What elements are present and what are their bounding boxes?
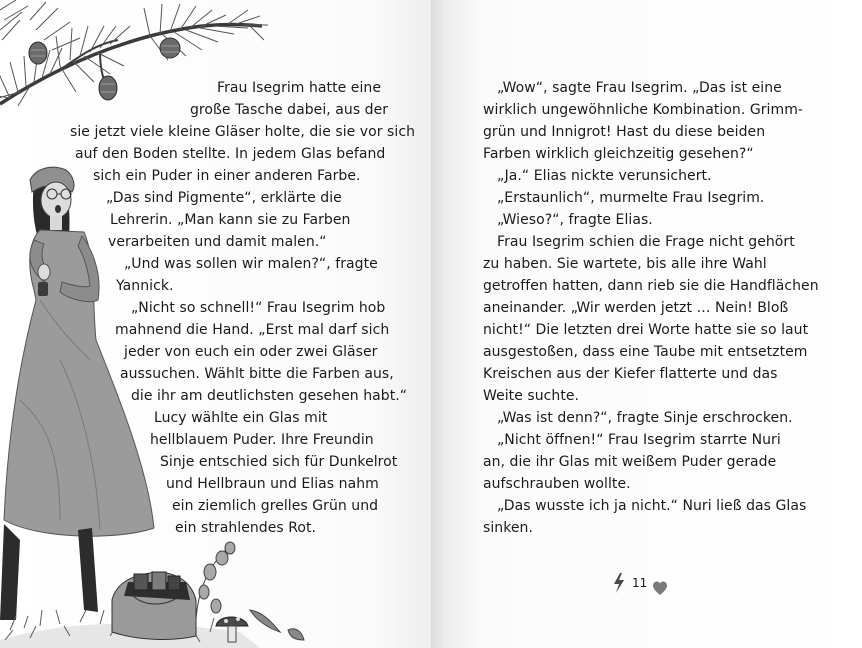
text-line: Kreischen aus der Kiefer flatterte und das <box>483 366 778 382</box>
text-line: sinken. <box>483 520 533 536</box>
text-line: große Tasche dabei, aus der <box>190 102 389 118</box>
text-line: aneinander. „Wir werden jetzt … Nein! Bloß <box>483 300 789 316</box>
page-number: 11 <box>632 576 648 590</box>
text-line: jeder von euch ein oder zwei Gläser <box>124 344 378 360</box>
text-line: aussuchen. Wählt bitte die Farben aus, <box>120 366 394 382</box>
text-line: „Nicht öffnen!“ Frau Isegrim starrte Nuri <box>497 432 781 448</box>
text-line: „Wow“, sagte Frau Isegrim. „Das ist eine <box>497 80 782 96</box>
text-line: die ihr am deutlichsten gesehen habt.“ <box>131 388 408 404</box>
text-line: aufschrauben wollte. <box>483 476 631 492</box>
text-line: ein strahlendes Rot. <box>175 520 317 536</box>
text-line: ein ziemlich grelles Grün und <box>172 498 379 514</box>
text-line: „Ja.“ Elias nickte verunsichert. <box>497 168 712 184</box>
text-line: hellblauem Puder. Ihre Freundin <box>150 432 374 448</box>
text-line: Lehrerin. „Man kann sie zu Farben <box>110 212 351 228</box>
text-line: „Nicht so schnell!“ Frau Isegrim hob <box>131 300 386 316</box>
page-number-footer <box>612 572 672 600</box>
text-line: nicht!“ Die letzten drei Worte hatte sie so laut <box>483 322 809 338</box>
text-line: „Wieso?“, fragte Elias. <box>497 212 653 228</box>
text-line: Weite suchte. <box>483 388 580 404</box>
text-line: „Erstaunlich“, murmelte Frau Isegrim. <box>497 190 765 206</box>
text-line: getroffen hatten, dann rieb sie die Handflächen <box>483 278 819 294</box>
text-line: Sinje entschied sich für Dunkelrot <box>160 454 398 470</box>
right-page <box>431 0 862 648</box>
text-line: wirklich ungewöhnliche Kombination. Grimm- <box>483 102 803 118</box>
text-line: „Was ist denn?“, fragte Sinje erschrocken. <box>497 410 793 426</box>
text-line: verarbeiten und damit malen.“ <box>108 234 327 250</box>
text-line: Farben wirklich gleichzeitig gesehen?“ <box>483 146 754 162</box>
text-line: Frau Isegrim schien die Frage nicht gehört <box>497 234 795 250</box>
text-line: sie jetzt viele kleine Gläser holte, die sie vor sich <box>70 124 416 140</box>
text-line: zu haben. Sie wartete, bis alle ihre Wahl <box>483 256 767 272</box>
text-line: ausgestoßen, dass eine Taube mit entsetztem <box>483 344 808 360</box>
text-line: grün und Innigrot! Hast du diese beiden <box>483 124 766 140</box>
text-line: auf den Boden stellte. In jedem Glas befand <box>75 146 386 162</box>
text-line: an, die ihr Glas mit weißem Puder gerade <box>483 454 777 470</box>
text-line: „Das sind Pigmente“, erklärte die <box>106 190 342 206</box>
text-line: Lucy wählte ein Glas mit <box>154 410 328 426</box>
pine-cones-illustration <box>29 38 180 100</box>
lightning-icon <box>612 572 626 594</box>
bag-with-jars-illustration <box>112 572 196 639</box>
text-line: „Das wusste ich ja nicht.“ Nuri ließ das Glas <box>497 498 807 514</box>
text-line: „Und was sollen wir malen?“, fragte <box>124 256 378 272</box>
text-line: mahnend die Hand. „Erst mal darf sich <box>115 322 390 338</box>
text-line: Yannick. <box>116 278 174 294</box>
text-line: Frau Isegrim hatte eine <box>217 80 381 96</box>
heart-icon <box>652 580 668 596</box>
text-line: und Hellbraun und Elias nahm <box>166 476 379 492</box>
text-line: sich ein Puder in einer anderen Farbe. <box>93 168 361 184</box>
